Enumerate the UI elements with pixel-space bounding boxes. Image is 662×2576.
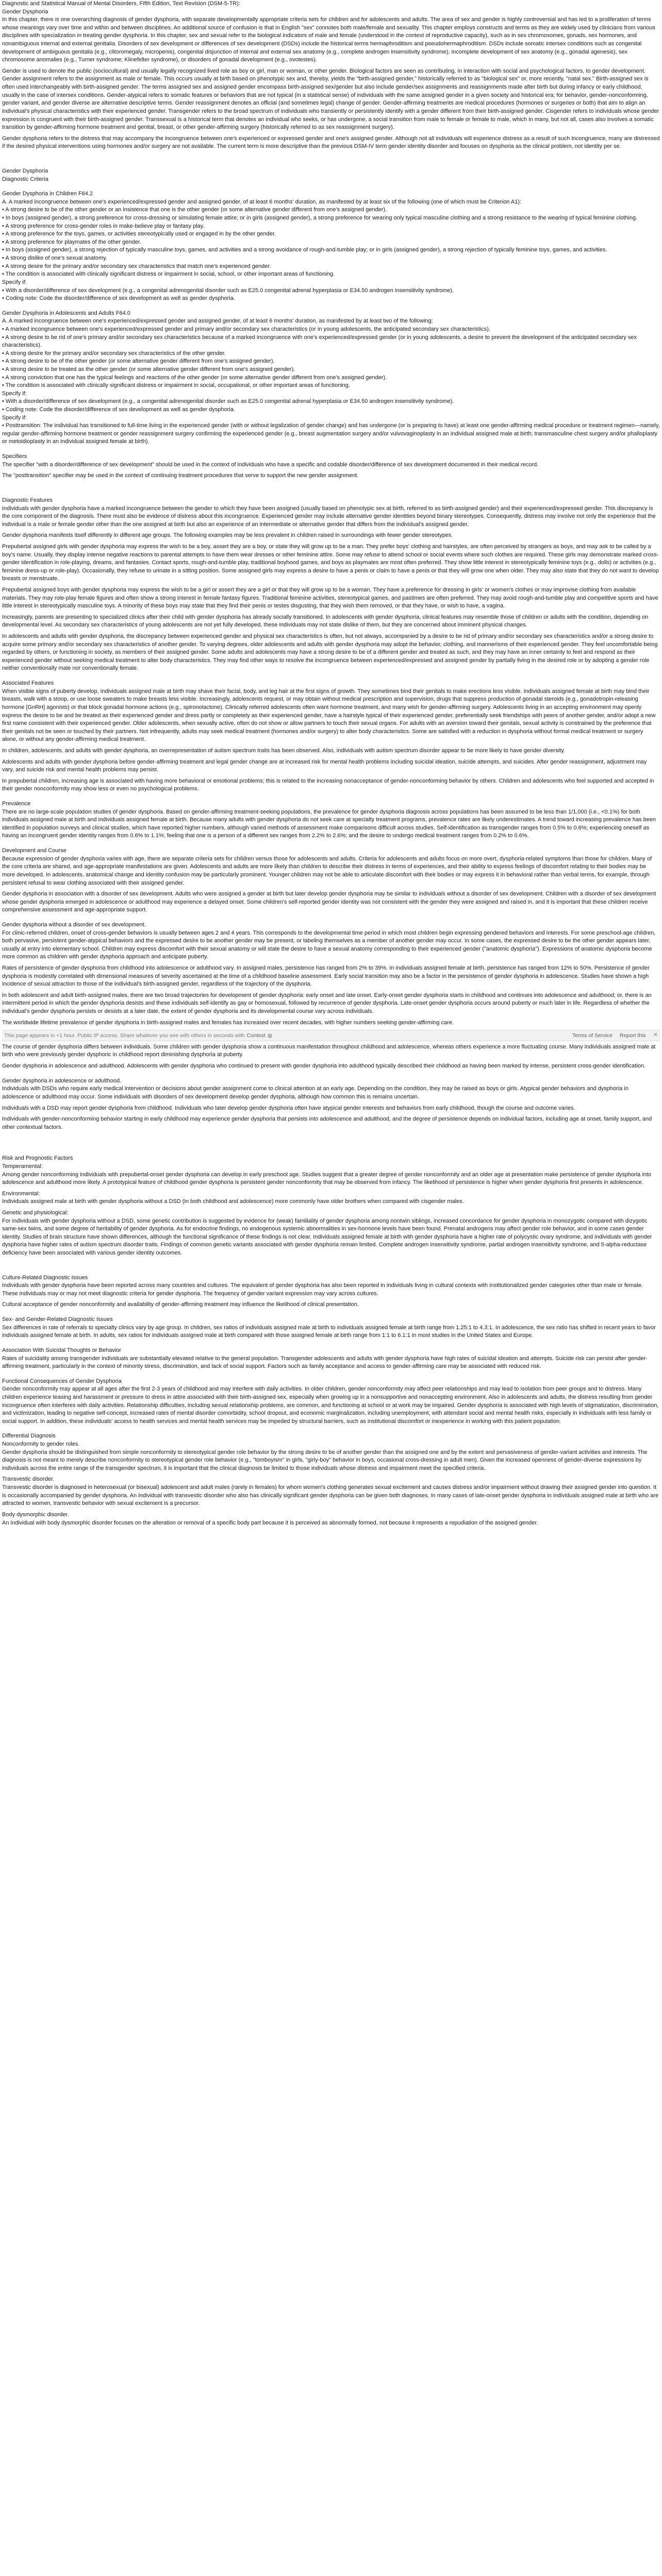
list-item: • A strong dislike of one's sexual anatomy. bbox=[2, 255, 107, 262]
report-link[interactable]: Report this bbox=[620, 1032, 646, 1039]
chapter-title: Gender Dysphoria bbox=[2, 8, 48, 15]
paragraph: Gender nonconformity may appear at all ages after the first 2-3 years of childhood and may interfere with daily activities. In older children, gender nonconformity may affect peer relationships and may lead to isolation from peer groups and to distress. Many children experience teasing and harassment or pressure to dress in attire associated with their birth-assigned sex, especially when growing up in a nonsupportive and nonaccepting environment. Also in adolescents and adults, the distress resulting from gender incongruence often interferes with daily activities. Relationship difficulties, including sexual relationship problems, are common, and functioning at school or at work may be impaired. Gender dysphoria is associated with high levels of stigmatization, discrimination, and victimization, leading to negative self-concept, increased rates of mental disorder comorbidity, school dropout, and economic marginalization, including unemployment, with attendant social and mental health risks, especially in individuals with less family or social support. In addition, these individuals' access to health services and mental health services may be impeded by structural barriers, such as institutional discomfort or inexperience in working with this patient population. bbox=[2, 1386, 659, 1425]
list-item: • The condition is associated with clinically significant distress or impairment in social, school, or other important areas of functioning. bbox=[2, 271, 335, 278]
paragraph: Individuals with DSDs who require early medical intervention or decisions about gender assignment come to clinical attention at an early age. Depending on the condition, they may be raised as boys or girls. Atypical gender behaviors and dysphoria in adolescence or adulthood may occur. Some individuals with disorders of sex development develop gender dysphoria, although how common this is remains uncertain. bbox=[2, 1086, 628, 1100]
paragraph: Because expression of gender dysphoria varies with age, there are separate criteria sets for children versus those for adolescents and adults. Criteria for adolescents and adults focus on more overt, dysphoria-related symptoms than those for children. Many of the core criteria are shared, and age-appropriate manifestations are given. Adolescents and adults are more likely than children to describe their distress in terms of experiences, and their ability to express feelings of discomfort relating to their bodies may be more developed. In adolescents, anatomical change and identity confusion may be particularly prominent. Younger children may not be able to articulate discomfort with their bodies or may express it in behavioral rather than verbal terms, for example, through persistent refusal to wear clothing associated with their assigned gender. bbox=[2, 855, 652, 886]
list-item: • A strong desire to be treated as the other gender (or some alternative gender different from one's assigned gender). bbox=[2, 366, 295, 372]
adult-criteria bbox=[2, 310, 660, 446]
criteria-title: Gender Dysphoria bbox=[2, 167, 48, 174]
list-item: • With a disorder/difference of sex development (e.g., a congenital adrenogenital disorder such as E25.0 congenital adrenal hyperplasia or E34.50 androgen insensitivity syndrome). bbox=[2, 287, 454, 294]
list-item: Specify if: bbox=[2, 279, 27, 285]
diagnostic-features-section bbox=[2, 497, 660, 673]
list-item: Specify if: bbox=[2, 390, 27, 397]
section-heading: Functional Consequences of Gender Dysphoria bbox=[2, 1378, 122, 1384]
section-heading: Culture-Related Diagnostic Issues bbox=[2, 1274, 88, 1281]
sex-gender-section bbox=[2, 1316, 660, 1340]
paragraph: Prepubertal assigned boys with gender dysphoria may express the wish to be a girl or assert they are a girl or that they will grow up to be a woman. They have a preference for dressing in girls' or women's clothes or may improvise clothing from available materials. They may role-play female figures and often show a strong interest in female fantasy figures. Traditional feminine activities, stereotypical games, and pastimes are often preferred. They may avoid rough-and-tumble play and competitive sports and have little interest in stereotypically masculine toys. A minority of these boys may state that they find their penis or testes disgusting, that they wish them removed, or that they have, or wish to have, a vagina. bbox=[2, 587, 658, 609]
paragraph: Increasingly, parents are presenting to specialized clinics after their child with gender dysphoria has already socially transitioned. In adolescents with gender dysphoria, clinical features may resemble those of children or adults with the condition, depending on developmental level. As secondary sex characteristics of young adolescents are not yet fully developed, these individuals may not state dislike of them, but they are concerned about imminent physical changes. bbox=[2, 614, 649, 629]
paragraph: Transvestic disorder is diagnosed in heterosexual (or bisexual) adolescent and adult males (rarely in females) for whom women's clothing generates sexual excitement and causes distress and/or impairment without drawing their assigned gender into question. It is occasionally accompanied by gender dysphoria. An individual with transvestic disorder who also has clinically significant gender dysphoria can be given both diagnoses. In many cases of late-onset gender dysphoria in individuals assigned male at birth who are attracted to women, transvestic behavior with sexual excitement is a precursor. bbox=[2, 1484, 659, 1507]
intro-paragraph: In this chapter, there is one overarching diagnosis of gender dysphoria, with separate developmentally appropriate criteria sets for children and for adolescents and adults. The area of sex and gender is highly controversial and has led to a proliferation of terms whose meanings vary over time and within and between disciplines. An additional source of confusion is that in English "sex" connotes both male/female and sexuality. This chapter employs constructs and terms as they are widely used by clinicians from various disciplines with specialization in treating gender dysphoria. In this chapter, sex and sexual refer to the biological indicators of male and female (understood in the context of reproductive capacity), such as in sex chromosomes, gonads, sex hormones, and nonambiguous internal and external genitalia. Disorders of sex development or differences of sex development (DSDs) include the historical terms hermaphroditism and pseudohermaphroditism. DSDs include somatic intersex conditions such as congenital development of ambiguous genitalia (e.g., clitoromegaly, micropenis), congenital disjunction of internal and external sex anatomy (e.g., complete androgen insensitivity syndrome), incomplete development of sex anatomy (e.g., gonadal agenesis), sex chromosome anomalies (e.g., Turner syndrome; Klinefelter syndrome), or disorders of gonadal development (e.g., ovotestes). bbox=[2, 16, 655, 63]
section-heading: Associated Features bbox=[2, 680, 54, 687]
section-heading: Association With Suicidal Thoughts or Behavior bbox=[2, 1347, 121, 1353]
contest-link[interactable]: Contest bbox=[246, 1032, 266, 1039]
functional-section bbox=[2, 1378, 660, 1426]
list-item: A. A marked incongruence between one's experienced/expressed gender and assigned gender, of at least 6 months' duration, as manifested by at least six of the following (one of which must be Criterion A1): bbox=[2, 198, 522, 205]
paragraph: In both adolescent and adult birth-assigned males, there are two broad trajectories for development of gender dysphoria: early onset and late onset. Early-onset gender dysphoria starts in childhood and continues into adolescence and adulthood; or, there is an intermittent period in which the gender dysphoria desists and these individuals self-identify as gay or homosexual, followed by recurrence of gender dysphoria. Late-onset gender dysphoria occurs around puberty or much later in life. Regardless of whether the individual's gender dysphoria persists or desists at a later date, the extent of gender dysphoria and its developmental course vary across individuals. bbox=[2, 992, 652, 1015]
paragraph: Rates of suicidality among transgender individuals are substantially elevated relative to the general population. Transgender adolescents and adults with gender dysphoria have high rates of suicidal ideation and attempts. Suicide risk can persist after gender-affirming treatment, particularly in the context of minority stress, discrimination, and lack of social support. Factors such as family acceptance and access to gender-affirming care may be associated with reduced risk. bbox=[2, 1355, 648, 1370]
paragraph: An individual with body dysmorphic disorder focuses on the alteration or removal of a specific body part because it is perceived as abnormally formed, not because it represents a repudiation of the assigned gender. bbox=[2, 1519, 538, 1526]
list-item: • A strong desire to be of the other gender (or some alternative gender different from one's assigned gender). bbox=[2, 358, 275, 365]
paragraph: Rates of persistence of gender dysphoria from childhood into adolescence or adulthood vary. In assigned males, persistence has ranged from 2% to 39%. In individuals assigned female at birth, persistence has ranged from 12% to 50%. Persistence of gender dysphoria is modestly correlated with dimensional measures of severity ascertained at the time of a childhood baseline assessment. Early social transition may also be a factor in the persistence of gender dysphoria in adolescence. Studies have shown a high incidence of sexual attraction to those of the individual's birth-assigned gender, regardless of the trajectory of the dysphoria. bbox=[2, 964, 650, 988]
section-heading: Differential Diagnosis bbox=[2, 1433, 56, 1439]
paragraph: Among gender nonconforming individuals with prepubertal-onset gender dysphoria can develop in early preschool age. Studies suggest that a greater degree of gender nonconformity and an older age at presentation make persistence of gender dysphoria into adolescence and adulthood more likely. A prototypical feature of childhood gender dysphoria is persistent gender nonconformity that may be observed from infancy. The likelihood of persistence is higher when gender dysphoria first presents in adolescence. bbox=[2, 1171, 652, 1186]
share-notice-left bbox=[4, 1032, 272, 1040]
subsection-heading: Temperamental: bbox=[2, 1163, 43, 1170]
list-item: • A strong conviction that one has the typical feelings and reactions of the other gender (or some alternative gender different from one's assigned gender). bbox=[2, 374, 387, 381]
paragraph: Individuals assigned male at birth with gender dysphoria without a DSD (in both childhood and adolescence) more commonly have older brothers when compared with cisgender males. bbox=[2, 1198, 464, 1205]
list-item: • In boys (assigned gender), a strong rejection of typically masculine toys, games, and activities and a strong avoidance of rough-and-tumble play; or in girls (assigned gender), a strong rejection of typically feminine toys, games, and activities. bbox=[2, 247, 607, 253]
children-heading: Gender Dysphoria in Children F64.2 bbox=[2, 191, 93, 197]
intro-section bbox=[2, 16, 660, 151]
paragraph: The "posttransition" specifier may be used in the context of continuing treatment procedures that serve to support the new gender assignment. bbox=[2, 472, 359, 479]
info-icon[interactable]: i bbox=[268, 1033, 272, 1038]
list-item: • A strong desire for the primary and/or secondary sex characteristics that match one's experienced gender. bbox=[2, 263, 271, 269]
paragraph: In prepubertal children, increasing age is associated with having more behavioral or emotional problems; this is related to the increasing nonacceptance of gender-nonconforming behavior by others. Children and adolescents who feel supported and accepted in their gender nonconformity may show less or even no psychological problems. bbox=[2, 777, 654, 792]
paragraph: Individuals with gender-nonconforming behavior starting in early childhood may experience gender dysphoria that persists into adolescence and adulthood, and the degree of persistence depends on individual factors, including age at onset, family support, and other contextual factors. bbox=[2, 1116, 652, 1130]
paragraph: For clinic-referred children, onset of cross-gender behaviors is usually between ages 2 and 4 years. This corresponds to the developmental time period in which most children begin expressing gendered behaviors and interests. For some preschool-age children, both pervasive, persistent gender-atypical behaviors and the expressed desire to be another gender may be present, or labeling themselves as a member of another gender may occur. In some cases, the expressed desire to be the other gender appears later, usually at entry into elementary school. Children may express discomfort with their sexual anatomy or will state the desire to have a sexual anatomy corresponding to their experienced gender ("anatomic dysphoria"). Expressions of anatomic dysphoria become more common as children with gender dysphoria approach and anticipate puberty. bbox=[2, 929, 656, 960]
section-heading: Risk and Prognostic Factors bbox=[2, 1155, 73, 1162]
children-criteria bbox=[2, 190, 660, 303]
list-item: • The condition is associated with clinically significant distress or impairment in social, occupational, or other important areas of functioning. bbox=[2, 382, 350, 389]
paragraph: Gender dysphoria in adolescence and adulthood. Adolescents with gender dysphoria who continued to present with gender dysphoria into adulthood typically described their childhood as having been marked by intense, persistent cross-gender identification. bbox=[2, 1063, 646, 1070]
list-item: • In boys (assigned gender), a strong preference for cross-dressing or simulating female attire; or in girls (assigned gender), a strong preference for wearing only typical masculine clothing and a strong resistance to the wearing of typical feminine clothing. bbox=[2, 215, 638, 222]
development-section bbox=[2, 847, 660, 914]
list-item: • A strong desire to be rid of one's primary and/or secondary sex characteristics because of a marked incongruence with one's experienced/expressed gender (or in young adolescents, a desire to prevent the development of the anticipated secondary sex characteristics). bbox=[2, 334, 637, 349]
list-item: A. A marked incongruence between one's experienced/expressed gender and assigned gender, of at least 6 months' duration, as manifested by at least two of the following: bbox=[2, 318, 433, 325]
section-heading: Sex- and Gender-Related Diagnostic Issues bbox=[2, 1316, 113, 1323]
list-item: • Coding note: Code the disorder/difference of sex development as well as gender dysphoria. bbox=[2, 295, 235, 302]
paragraph: There are no large-scale population studies of gender dysphoria. Based on gender-affirming treatment-seeking populations, the prevalence for gender dysphoria diagnosis across populations has been assumed to be less than 1/1,000 (i.e., <0.1%) for both individuals assigned male at birth and individuals assigned female at birth. Because many adults with gender dysphoria do not seek care at specialty treatment programs, prevalence rates are likely underestimates. A trend toward increasing prevalence has been identified in population surveys and clinical studies, which have reported higher numbers, although varied methods of assessment make comparisons difficult across studies. Self-identification as transgender ranges from 0.5% to 0.6%; experiencing oneself as having an incongruent gender identity ranges from 0.6% to 1.1%; feeling that one is a person of a different sex ranges from 2.2% to 2.6%; and the desire to undergo medical treatment ranges from 0.2% to 0.6%. bbox=[2, 808, 656, 839]
paragraph: Gender dysphoria should be distinguished from simple nonconformity to stereotypical gender role behavior by the strong desire to be of another gender than the assigned one and by the extent and pervasiveness of gender-variant activities and interests. The diagnosis is not meant to merely describe nonconformity to stereotypical gender role behavior (e.g., "tomboyism" in girls, "girly-boy" behavior in boys, occasional cross-dressing in adult men). Given the increased openness of gender-diverse expressions by individuals across the entire range of the transgender spectrum, it is important that the clinical diagnosis be limited to those individuals whose distress and impairment meet the specified criteria. bbox=[2, 1449, 648, 1471]
intro-paragraph: Gender is used to denote the public (sociocultural) and usually legally recognized lived role as boy or girl, man or woman, or other gender. Biological factors are seen as contributing, in interaction with social and psychological factors, to gender development. Gender assignment refers to the assignment as male or female. This occurs usually at birth based on phenotypic sex and, thereby, yields the "birth-assigned gender," historically referred to as "biological sex" or, more recently, "natal sex." Birth-assigned sex is often used interchangeably with birth-assigned gender. The terms assigned sex and assigned gender encompass birth-assigned sex/gender but also include gender/sex assignments and reassignments made after birth but during infancy or early childhood, usually in the case of intersex conditions. Gender-atypical refers to somatic features or behaviors that are not typical (in a statistical sense) of individuals with the same assigned gender in a given society and historical era; for behavior, gender-nonconforming, gender variant, and gender diverse are alternative descriptive terms. Gender reassignment denotes an official (and sometimes legal) change of gender. Gender-affirming treatments are medical procedures (hormones or surgeries or both) that aim to align an individual's physical characteristics with their experienced gender. Transgender refers to the broad spectrum of individuals who transiently or persistently identify with a gender different from their birth-assigned gender. Cisgender refers to individuals whose gender expression is congruent with their birth-assigned gender. Transsexual is a historical term that denotes an individual who seeks, or has undergone, a social transition from male to female or female to male, which in many, but not all, cases also involves a somatic transition by gender-affirming hormone treatment and genital, breast, or other gender-affirming surgery (historically referred to as sex reassignment surgery). bbox=[2, 67, 659, 131]
adult-criteria-list bbox=[2, 317, 660, 446]
paragraph: Gender dysphoria manifests itself differently in different age groups. The following examples may be less prevalent in children raised in surroundings with fewer gender stereotypes. bbox=[2, 532, 453, 539]
list-item: • With a disorder/difference of sex development (e.g., a congenital adrenogenital disorder such as E25.0 congenital adrenal hyperplasia or E34.50 androgen insensitivity syndrome). bbox=[2, 398, 454, 405]
paragraph: In adolescents and adults with gender dysphoria, the discrepancy between experienced gender and physical sex characteristics is often, but not always, accompanied by a desire to be rid of primary and/or secondary sex characteristics and/or a strong desire to acquire some primary and/or secondary sex characteristics of another gender. To varying degrees, older adolescents and adults with gender dysphoria may adopt the behavior, clothing, and mannerisms of their experienced gender. They feel uncomfortable being regarded by others, or functioning in society, as members of their assigned gender. Some adults and adolescents may have a strong desire to be of a different gender and treated as such, and they may have an inner certainty to feel and respond as their experienced gender without seeking medical treatment to alter body characteristics. They may find other ways to resolve the incongruence between experienced/expressed and assigned gender by partially living in the desired role or by adopting a gender role neither conventionally male nor conventionally female. bbox=[2, 633, 658, 672]
post-footer-section bbox=[2, 1043, 660, 1071]
section-heading: Gender dysphoria in adolescence or adulthood. bbox=[2, 1077, 122, 1084]
risk-section bbox=[2, 1155, 660, 1257]
paragraph: Adolescents and adults with gender dysphoria before gender-affirming treatment and legal gender change are at increased risk for mental health problems including suicidal ideation, suicide attempts, and suicides. After gender reassignment, adjustment may vary, and suicide risk and mental health problems may persist. bbox=[2, 758, 647, 773]
subsection-heading: Genetic and physiological: bbox=[2, 1210, 69, 1216]
suicide-section bbox=[2, 1347, 660, 1371]
prevalence-section bbox=[2, 800, 660, 840]
gender-dysphoria-without-dsd bbox=[2, 921, 660, 1027]
culture-section bbox=[2, 1274, 660, 1309]
specifiers-section bbox=[2, 453, 660, 480]
document-header bbox=[2, 0, 660, 16]
list-item: • A strong desire to be of the other gender or an insistence that one is the other gender (or some alternative gender different from one's assigned gender). bbox=[2, 207, 387, 213]
paragraph: The specifier "with a disorder/difference of sex development" should be used in the context of individuals who have a specific and codable disorder/difference of sex development documented in their medical record. bbox=[2, 461, 539, 468]
paragraph: When visible signs of puberty develop, individuals assigned male at birth may shave their facial, body, and leg hair at the first signs of growth. They sometimes bind their genitals to make erections less visible. Individuals assigned female at birth may bind their breasts, walk with a stoop, or use loose sweaters to make breasts less visible. Increasingly, adolescents request, or may obtain without medical prescription and supervision, drugs that suppress production of gonadal steroids (e.g., gonadotropin-releasing hormone [GnRH] agonists) or that block gonadal hormone actions (e.g., spironolactone). Clinically referred adolescents often want hormone treatment, and many wish for gender-affirming surgery. Adolescents living in an accepting environment may openly express the desire to be and be treated as their experienced gender and dress partly or completely as their experienced gender, have a hairstyle typical of their experienced gender, preferentially seek friendships with peers of another gender, and/or adopt a new first name consistent with their experienced gender. Older adolescents, when sexually active, often do not show or allow partners to touch their sexual organs. For adults with an aversion toward their genitals, sexual activity is constrained by the preference that their genitals not be seen or touched by their partners. Not infrequently, adults may seek medical treatment (hormones and/or surgery) to alter body characteristics. Some are satisfied with a reduction in dysphoria without formal medical treatment or surgery alone, or without any gender-affirming medical treatment. bbox=[2, 688, 656, 743]
paragraph: Gender dysphoria in association with a disorder of sex development. Adults who were assigned a gender at birth but later develop gender dysphoria may be similar to individuals without a disorder of sex development. Children with a disorder of sex development whose gender dysphoria emerged in adolescence or adulthood may experience a delayed onset. Some children's self-reported gender identity was not consistent with the gender they were assigned and raised in, and it is important that these children receive comprehensive assessment and age-appropriate support. bbox=[2, 891, 656, 913]
paragraph: In children, adolescents, and adults with gender dysphoria, an overrepresentation of autism spectrum traits has been observed. Also, individuals with autism spectrum disorder appear to be more likely to have gender diversity. bbox=[2, 747, 565, 754]
section-heading: Diagnostic Features bbox=[2, 497, 53, 503]
list-item: • Posttransition: The individual has transitioned to full-time living in the experienced gender (with or without legalization of gender change) and has undergone (or is preparing to have) at least one gender-affirming medical procedure or treatment regimen—namely, regular gender-affirming hormone treatment or gender reassignment surgery confirming the experienced gender (e.g., breast augmentation surgery and/or vulvovaginoplasty in an individual assigned male at birth; transmasculine chest surgery and/or phalloplasty or metoidioplasty in an individual assigned female at birth). bbox=[2, 422, 660, 445]
adults-heading: Gender Dysphoria in Adolescents and Adults F64.0 bbox=[2, 310, 130, 316]
book-title: Diagnostic and Statistical Manual of Mental Disorders, Fifth Edition, Text Revision (DSM-5-TR): bbox=[2, 1, 240, 7]
list-item: • A strong preference for cross-gender roles in make-believe play or fantasy play. bbox=[2, 223, 205, 229]
section-heading: Prevalence bbox=[2, 801, 31, 807]
share-notice-bar bbox=[2, 1030, 660, 1041]
paragraph: Prepubertal assigned girls with gender dysphoria may express the wish to be a boy, assert they are a boy, or state they will grow up to be a man. They prefer boys' clothing and hairstyles, are often perceived by strangers as boys, and may ask to be called by a boy's name. Usually, they display intense negative reactions to parental attempts to have them wear dresses or other feminine attire. Some may refuse to attend school or social events where such clothes are required. These girls may demonstrate marked cross-gender identification in role-playing, dreams, and fantasies. Contact sports, rough-and-tumble play, traditional boyhood games, and boys as playmates are most often preferred. They show little interest in stereotypically feminine toys (e.g., dolls) or activities (e.g., feminine dress-up or role-play). Occasionally, they refuse to urinate in a sitting position. Some assigned girls may express a desire to have a penis or claim to have a penis or that they will grow one when older. They may also state that they do not want to develop breasts or menstruate. bbox=[2, 543, 659, 582]
paragraph: For individuals with gender dysphoria without a DSD, some genetic contribution is suggested by evidence for (weak) familiality of gender dysphoria among nontwin siblings, increased concordance for gender dysphoria in monozygotic compared with dizygotic same-sex twins, and some degree of heritability of gender dysphoria. As for endocrine findings, no endogenous systemic abnormalities in sex-hormone levels have been found. Prenatal androgens may affect gender role behavior, and in some cases gender identity. Studies of brain structure have shown differences, although the functional significance of these findings is not clear. Individuals assigned female at birth with gender dysphoria have a higher rate of polycystic ovary syndrome, and individuals with gender dysphoria have higher rates of autism spectrum disorder traits. Findings of common genetic variants associated with gender dysphoria remain limited. Complete androgen insensitivity syndrome, partial androgen insensitivity syndrome, and 5-alpha-reductase deficiency have been associated with various gender identity outcomes. bbox=[2, 1217, 652, 1257]
children-criteria-list bbox=[2, 198, 660, 303]
close-icon[interactable]: ✕ bbox=[653, 1032, 658, 1039]
section-heading: Specifiers bbox=[2, 453, 27, 460]
paragraph: Cultural acceptance of gender nonconformity and availability of gender-affirming treatment may influence the likelihood of clinical presentation. bbox=[2, 1301, 359, 1308]
list-item: • A strong desire for the primary and/or secondary sex characteristics of the other gender. bbox=[2, 350, 226, 357]
intro-paragraph: Gender dysphoria refers to the distress that may accompany the incongruence between one's experienced or expressed gender and one's assigned gender. Although not all individuals will experience distress as a result of such incongruence, many are distressed if the desired physical interventions using hormones and/or surgery are not available. The current term is more descriptive than the previous DSM-IV term gender identity disorder and focuses on dysphoria as the clinical problem, not identity per se. bbox=[2, 135, 660, 150]
subsection-heading: Body dysmorphic disorder. bbox=[2, 1511, 69, 1518]
criteria-subtitle: Diagnostic Criteria bbox=[2, 176, 48, 182]
paragraph: The worldwide lifetime prevalence of gender dysphoria in birth-assigned males and females has increased over recent decades, with higher numbers seeking gender-affirming care. bbox=[2, 1019, 454, 1026]
subsection-heading: Transvestic disorder. bbox=[2, 1476, 55, 1483]
section-heading: Gender dysphoria without a disorder of sex development. bbox=[2, 921, 146, 928]
paragraph: Individuals with gender dysphoria have a marked incongruence between the gender to which they have been assigned (usually based on phenotypic sex at birth, referred to as birth-assigned gender) and their experienced/expressed gender. This discrepancy is the core component of the diagnosis. There must also be evidence of distress about this incongruence. Experienced gender may include alternative gender identities beyond binary stereotypes. Consequently, distress may involve not only the experience that the individual is a male or female gender other than the one assigned at birth but also an experience of an intermediate or alternative gender that differs from the individual's assigned gender. bbox=[2, 505, 656, 528]
subsection-heading: Environmental: bbox=[2, 1190, 40, 1197]
section-heading: Development and Course bbox=[2, 848, 67, 854]
subsection-heading: Nonconformity to gender roles. bbox=[2, 1441, 80, 1448]
gender-dysphoria-adolescence bbox=[2, 1077, 660, 1132]
share-notice-text: This page appears in +1 hour. Public IP access. Share whatever you see with others in seconds with bbox=[4, 1032, 245, 1039]
paragraph: Individuals with gender dysphoria have been reported across many countries and cultures. The equivalent of gender dysphoria has also been reported in individuals living in cultural contexts with institutionalized gender categories other than male or female. These individuals may or may not meet diagnostic criteria for gender dysphoria. The frequency of gender variant expression may vary across cultures. bbox=[2, 1282, 643, 1297]
list-item: • A strong preference for playmates of the other gender. bbox=[2, 239, 141, 245]
list-item: • A strong preference for the toys, games, or activities stereotypically used or engaged in by the other gender. bbox=[2, 231, 276, 238]
share-notice-right bbox=[572, 1031, 658, 1040]
list-item: • Coding note: Code the disorder/difference of sex development as well as gender dysphoria. bbox=[2, 406, 235, 413]
differential-section bbox=[2, 1432, 660, 1527]
paragraph: Individuals with a DSD may report gender dysphoria from childhood. Individuals who later develop gender dysphoria often have atypical gender interests and behaviors from early childhood, though the course and outcome varies. bbox=[2, 1105, 575, 1111]
list-item: • A marked incongruence between one's experienced/expressed gender and primary and/or secondary sex characteristics (or in young adolescents, the anticipated secondary sex characteristics). bbox=[2, 326, 490, 332]
associated-features-section bbox=[2, 680, 660, 793]
paragraph: Sex differences in rate of referrals to specialty clinics vary by age group. In children, sex ratios of individuals assigned male at birth to individuals assigned female at birth range from 1.25:1 to 4.3:1. In adolescence, the sex ratio has shifted in recent years to favor individuals assigned female at birth. In adults, sex ratios for individuals assigned male at birth compared with those assigned female at birth range from 1:1 to 6.1:1 in most studies in the United States and Europe. bbox=[2, 1324, 656, 1339]
list-item: Specify if: bbox=[2, 414, 27, 421]
paragraph: The course of gender dysphoria differs between individuals. Some children with gender dysphoria show a continuous manifestation throughout childhood and adolescence, whereas others experience a more fluctuating course. Many individuals assigned male at birth who were previously gender dysphoric in childhood report diminishing dysphoria at puberty. bbox=[2, 1043, 656, 1058]
terms-link[interactable]: Terms of Service bbox=[572, 1032, 613, 1039]
